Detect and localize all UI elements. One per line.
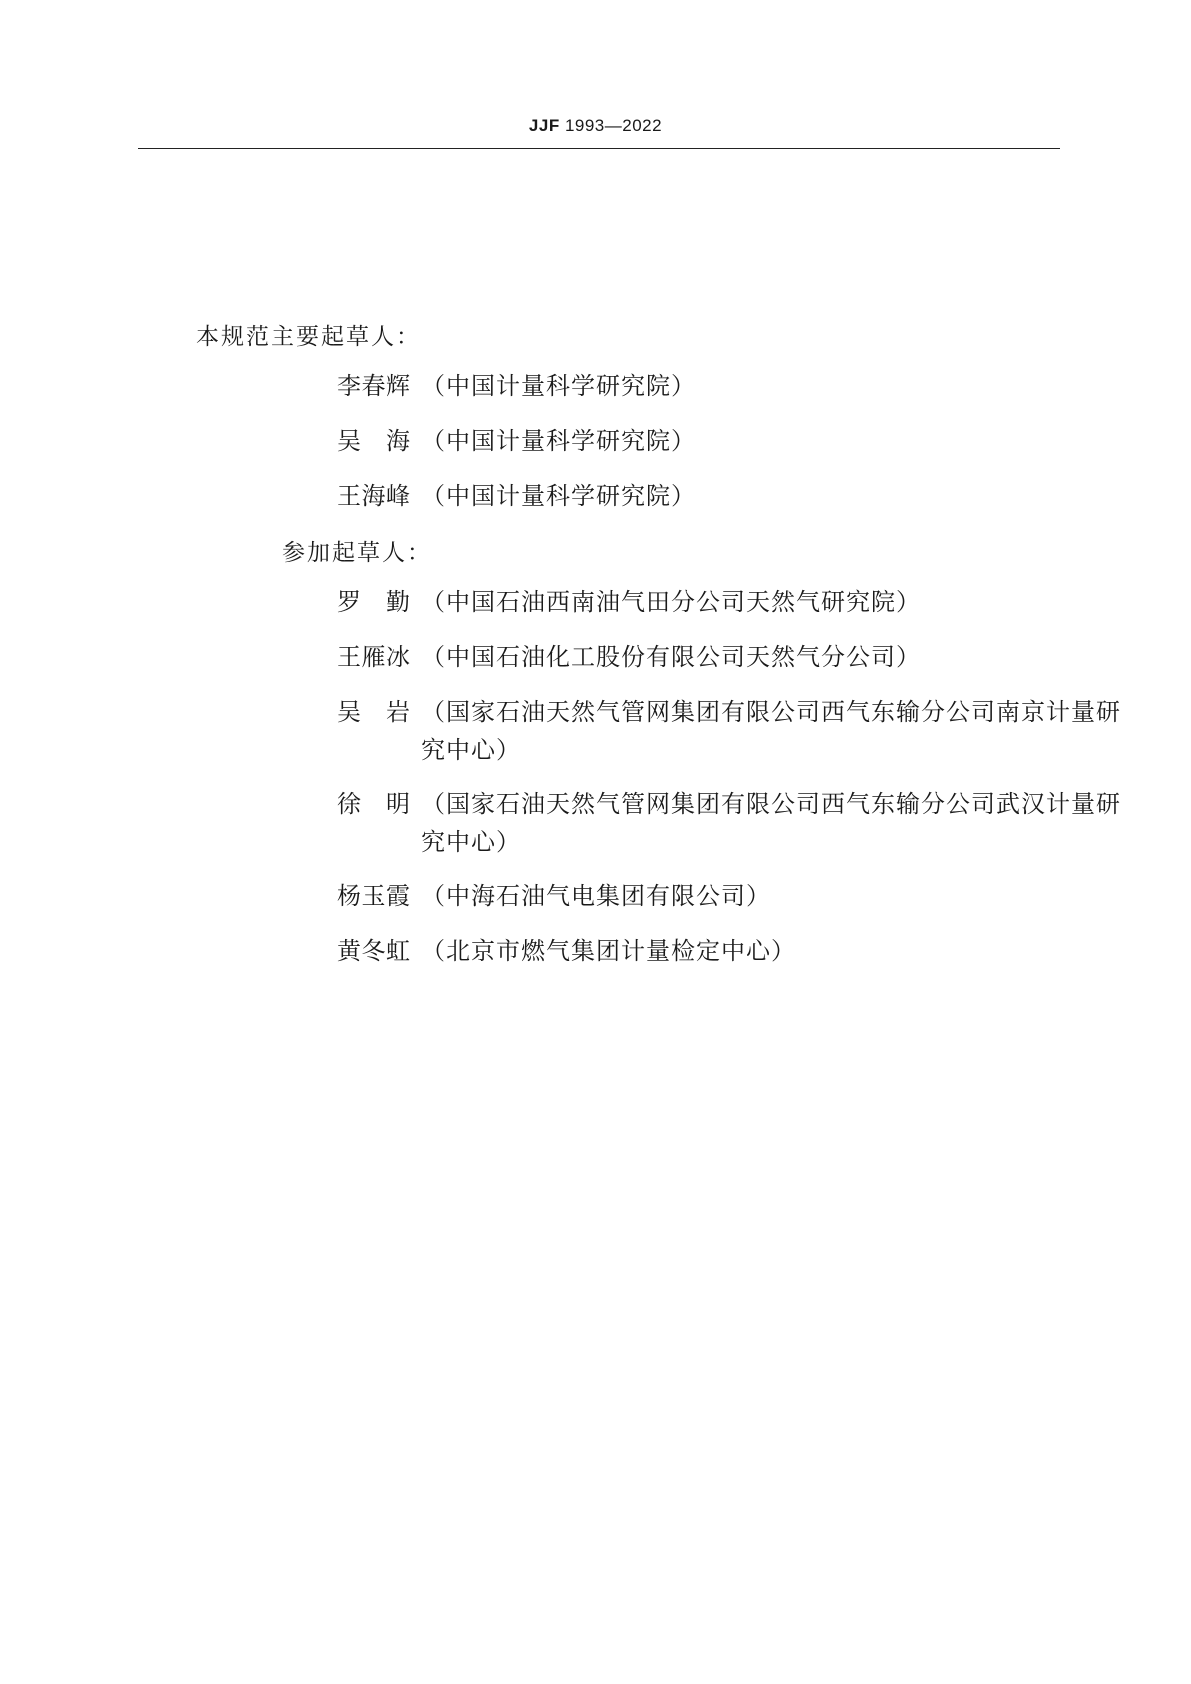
drafter-name: 吴 海 bbox=[337, 427, 411, 455]
drafter-affiliation: （中国计量科学研究院） bbox=[421, 427, 696, 455]
participating-drafters-heading: 参加起草人： bbox=[282, 540, 432, 566]
drafter-affiliation: （中国石油化工股份有限公司天然气分公司） bbox=[421, 643, 921, 671]
drafter-name: 王雁冰 bbox=[337, 643, 411, 671]
main-drafter-entry bbox=[337, 367, 1077, 405]
participating-drafter-entry bbox=[337, 693, 1141, 769]
drafter-name: 罗 勤 bbox=[337, 588, 411, 616]
drafter-affiliation: （国家石油天然气管网集团有限公司西气东输分公司南京计量研究中心） bbox=[421, 698, 1121, 764]
page-header bbox=[0, 116, 1191, 136]
standard-code-prefix: JJF bbox=[528, 116, 560, 135]
drafter-affiliation: （中海石油气电集团有限公司） bbox=[421, 882, 771, 910]
header-divider bbox=[138, 148, 1060, 149]
drafter-name: 李春辉 bbox=[337, 372, 411, 400]
drafter-affiliation: （北京市燃气集团计量检定中心） bbox=[421, 937, 796, 965]
standard-code-number: 1993—2022 bbox=[564, 116, 663, 135]
drafter-affiliation: （中国石油西南油气田分公司天然气研究院） bbox=[421, 588, 921, 616]
drafter-affiliation: （国家石油天然气管网集团有限公司西气东输分公司武汉计量研究中心） bbox=[421, 790, 1121, 856]
drafter-name: 王海峰 bbox=[337, 482, 411, 510]
participating-drafter-entry bbox=[337, 785, 1141, 861]
main-drafters-heading: 本规范主要起草人： bbox=[196, 324, 421, 350]
participating-drafter-entry bbox=[337, 638, 1077, 676]
drafter-name: 杨玉霞 bbox=[337, 882, 411, 910]
drafter-affiliation: （中国计量科学研究院） bbox=[421, 482, 696, 510]
main-drafter-entry bbox=[337, 422, 1077, 460]
participating-drafter-entry bbox=[337, 877, 1077, 915]
drafter-name: 黄冬虹 bbox=[337, 937, 411, 965]
participating-drafter-entry bbox=[337, 932, 1077, 970]
drafter-name: 吴 岩 bbox=[337, 698, 411, 726]
drafter-affiliation: （中国计量科学研究院） bbox=[421, 372, 696, 400]
participating-drafter-entry bbox=[337, 583, 1077, 621]
drafter-name: 徐 明 bbox=[337, 790, 411, 818]
main-drafter-entry bbox=[337, 477, 1077, 515]
